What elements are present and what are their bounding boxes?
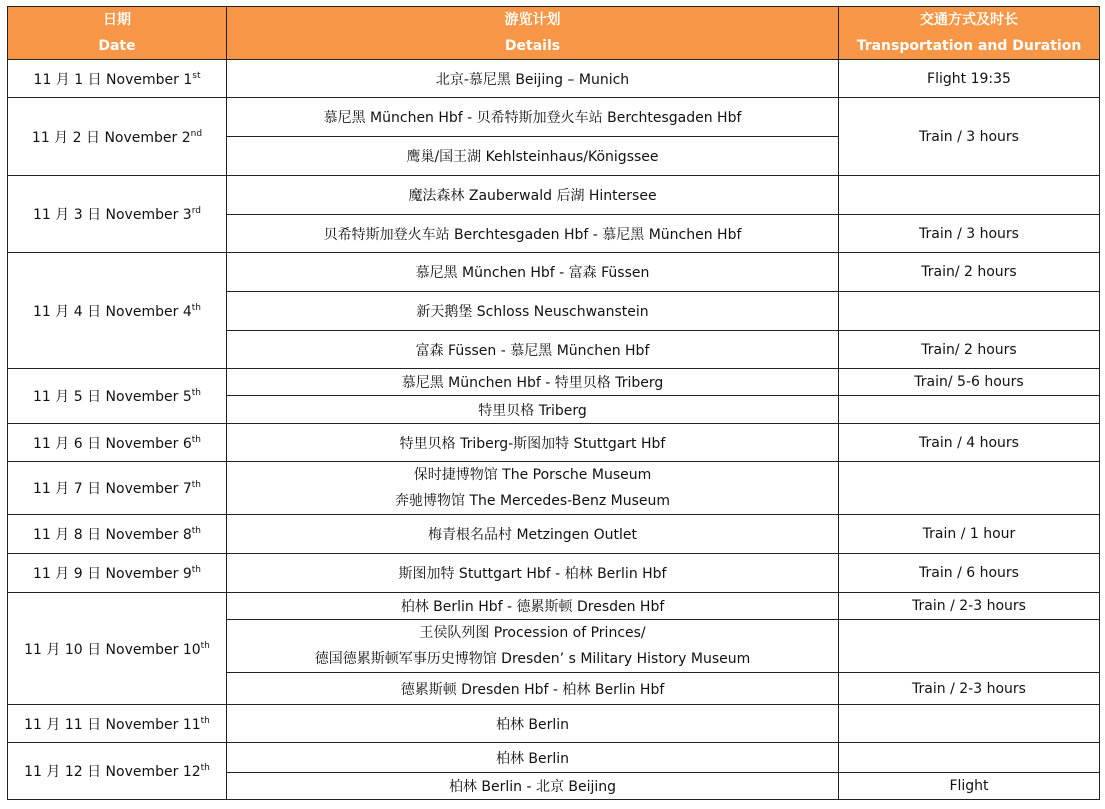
details-text: 斯图加特 Stuttgart Hbf - 柏林 Berlin Hbf (398, 566, 667, 582)
table-row (8, 554, 1100, 593)
table-header (8, 7, 1100, 60)
transport-cell (839, 331, 1100, 369)
transport-cell (839, 60, 1100, 98)
details-text-line2: 德国德累斯顿军事历史博物馆 Dresden’ s Military History Museum (314, 651, 751, 667)
date-cell (8, 705, 227, 743)
transport-cell (839, 253, 1100, 292)
transport-cell (839, 705, 1100, 743)
details-cell (227, 60, 839, 98)
details-text: 德累斯顿 Dresden Hbf - 柏林 Berlin Hbf (400, 681, 665, 698)
table-body (8, 60, 1100, 800)
details-cell (227, 369, 839, 396)
date-ordinal-suffix: th (191, 302, 201, 313)
table-row (8, 176, 1100, 215)
details-text: 魔法森林 Zauberwald 后湖 Hintersee (408, 188, 657, 204)
transport-text: Train / 2-3 hours (912, 680, 1026, 697)
transport-cell (839, 620, 1100, 673)
details-text: 慕尼黑 München Hbf - 富森 Füssen (415, 265, 650, 281)
date-cell (8, 462, 227, 515)
details-text: 北京-慕尼黑 Beijing – Munich (435, 71, 630, 88)
transport-cell (839, 462, 1100, 515)
header-date-zh: 日期 (103, 12, 131, 28)
header-row (8, 7, 1100, 60)
details-text: 慕尼黑 München Hbf - 贝希特斯加登火车站 Berchtesgaden Hbf (323, 110, 742, 126)
date-cell (8, 593, 227, 705)
details-text: 新天鹅堡 Schloss Neuschwanstein (416, 304, 649, 320)
details-text: 富森 Füssen - 慕尼黑 München Hbf (415, 342, 650, 359)
details-cell (227, 98, 839, 137)
date-text: 11 月 4 日 November 4 (33, 303, 192, 320)
header-details-en: Details (504, 38, 561, 54)
date-text: 11 月 2 日 November 2 (31, 129, 191, 146)
transport-cell (839, 396, 1100, 424)
details-cell (227, 215, 839, 253)
details-text-line2: 奔驰博物馆 The Mercedes-Benz Museum (395, 493, 670, 509)
date-text: 11 月 9 日 November 9 (33, 566, 192, 582)
details-cell (227, 515, 839, 554)
details-text: 特里贝格 Triberg (478, 402, 587, 419)
table-row (8, 593, 1100, 620)
details-text: 慕尼黑 München Hbf - 特里贝格 Triberg (401, 375, 664, 391)
header-details-zh: 游览计划 (504, 12, 561, 28)
details-text: 特里贝格 Triberg-斯图加特 Stuttgart Hbf (399, 435, 666, 452)
date-cell (8, 743, 227, 800)
date-ordinal-suffix: th (191, 565, 201, 575)
details-text: 王侯队列图 Procession of Princes/ (419, 625, 646, 641)
transport-cell (839, 176, 1100, 215)
date-ordinal-suffix: rd (191, 206, 201, 216)
details-cell (227, 705, 839, 743)
date-ordinal-suffix: nd (190, 128, 203, 139)
details-cell (227, 331, 839, 369)
date-cell (8, 98, 227, 176)
transport-text: Train/ 2 hours (921, 264, 1017, 280)
table-row (8, 515, 1100, 554)
transport-text: Train/ 2 hours (921, 341, 1017, 358)
itinerary-table (7, 6, 1100, 800)
transport-cell (839, 369, 1100, 396)
details-cell (227, 424, 839, 462)
details-cell (227, 176, 839, 215)
details-text: 柏林 Berlin - 北京 Beijing (448, 779, 617, 795)
transport-cell (839, 773, 1100, 800)
date-text: 11 月 12 日 November 12 (24, 764, 201, 780)
transport-cell (839, 593, 1100, 620)
date-cell (8, 369, 227, 424)
details-cell (227, 593, 839, 620)
table-row (8, 253, 1100, 292)
transport-text: Train / 3 hours (919, 225, 1019, 242)
details-cell (227, 253, 839, 292)
header-transport (839, 7, 1100, 60)
details-text: 柏林 Berlin (495, 750, 570, 767)
date-ordinal-suffix: th (200, 715, 210, 726)
transport-text: Flight (949, 778, 989, 794)
date-ordinal-suffix: th (191, 434, 201, 445)
details-cell (227, 673, 839, 705)
table-row (8, 705, 1100, 743)
transport-cell (839, 743, 1100, 773)
table-row (8, 60, 1100, 98)
transport-cell (839, 515, 1100, 554)
transport-cell (839, 424, 1100, 462)
date-text: 11 月 10 日 November 10 (24, 641, 201, 658)
transport-text: Train/ 5-6 hours (914, 374, 1024, 390)
header-details (227, 7, 839, 60)
details-text: 保时捷博物馆 The Porsche Museum (413, 467, 652, 483)
date-ordinal-suffix: st (192, 70, 201, 81)
date-cell (8, 60, 227, 98)
transport-text: Flight 19:35 (927, 70, 1011, 87)
details-text: 柏林 Berlin Hbf - 德累斯顿 Dresden Hbf (400, 599, 665, 615)
date-text: 11 月 6 日 November 6 (33, 435, 192, 452)
date-text: 11 月 7 日 November 7 (33, 481, 192, 497)
details-text: 鹰巢/国王湖 Kehlsteinhaus/Königssee (406, 149, 659, 165)
table-row (8, 98, 1100, 137)
date-cell (8, 253, 227, 369)
details-cell (227, 743, 839, 773)
details-cell (227, 396, 839, 424)
table-row (8, 424, 1100, 462)
details-cell (227, 773, 839, 800)
date-ordinal-suffix: th (200, 640, 210, 651)
header-transport-en: Transportation and Duration (856, 38, 1082, 54)
transport-text: Train / 6 hours (919, 565, 1019, 581)
date-text: 11 月 8 日 November 8 (33, 527, 192, 543)
transport-cell (839, 554, 1100, 593)
table-row (8, 743, 1100, 773)
details-text: 梅青根名品村 Metzingen Outlet (428, 527, 637, 543)
transport-text: Train / 4 hours (919, 434, 1019, 451)
transport-cell (839, 98, 1100, 176)
table-row (8, 462, 1100, 515)
date-ordinal-suffix: th (200, 763, 210, 773)
header-date (8, 7, 227, 60)
date-cell (8, 176, 227, 253)
table-row (8, 369, 1100, 396)
transport-text: Train / 1 hour (922, 526, 1016, 542)
transport-cell (839, 292, 1100, 331)
date-ordinal-suffix: th (191, 480, 201, 490)
details-cell (227, 620, 839, 673)
date-text: 11 月 1 日 November 1 (33, 71, 193, 88)
header-date-en: Date (98, 38, 136, 54)
details-cell (227, 292, 839, 331)
date-ordinal-suffix: th (191, 388, 201, 398)
transport-cell (839, 673, 1100, 705)
transport-cell (839, 215, 1100, 253)
details-cell (227, 462, 839, 515)
details-cell (227, 554, 839, 593)
transport-text: Train / 2-3 hours (912, 598, 1026, 614)
date-text: 11 月 3 日 November 3 (33, 207, 192, 223)
transport-text: Train / 3 hours (919, 128, 1019, 145)
date-cell (8, 424, 227, 462)
date-text: 11 月 11 日 November 11 (24, 716, 201, 733)
details-text: 贝希特斯加登火车站 Berchtesgaden Hbf - 慕尼黑 München Hbf (323, 226, 742, 243)
header-transport-zh: 交通方式及时长 (920, 12, 1018, 28)
date-cell (8, 515, 227, 554)
details-cell (227, 137, 839, 176)
details-text: 柏林 Berlin (495, 716, 570, 733)
date-ordinal-suffix: th (191, 526, 201, 536)
date-text: 11 月 5 日 November 5 (33, 389, 192, 405)
date-cell (8, 554, 227, 593)
